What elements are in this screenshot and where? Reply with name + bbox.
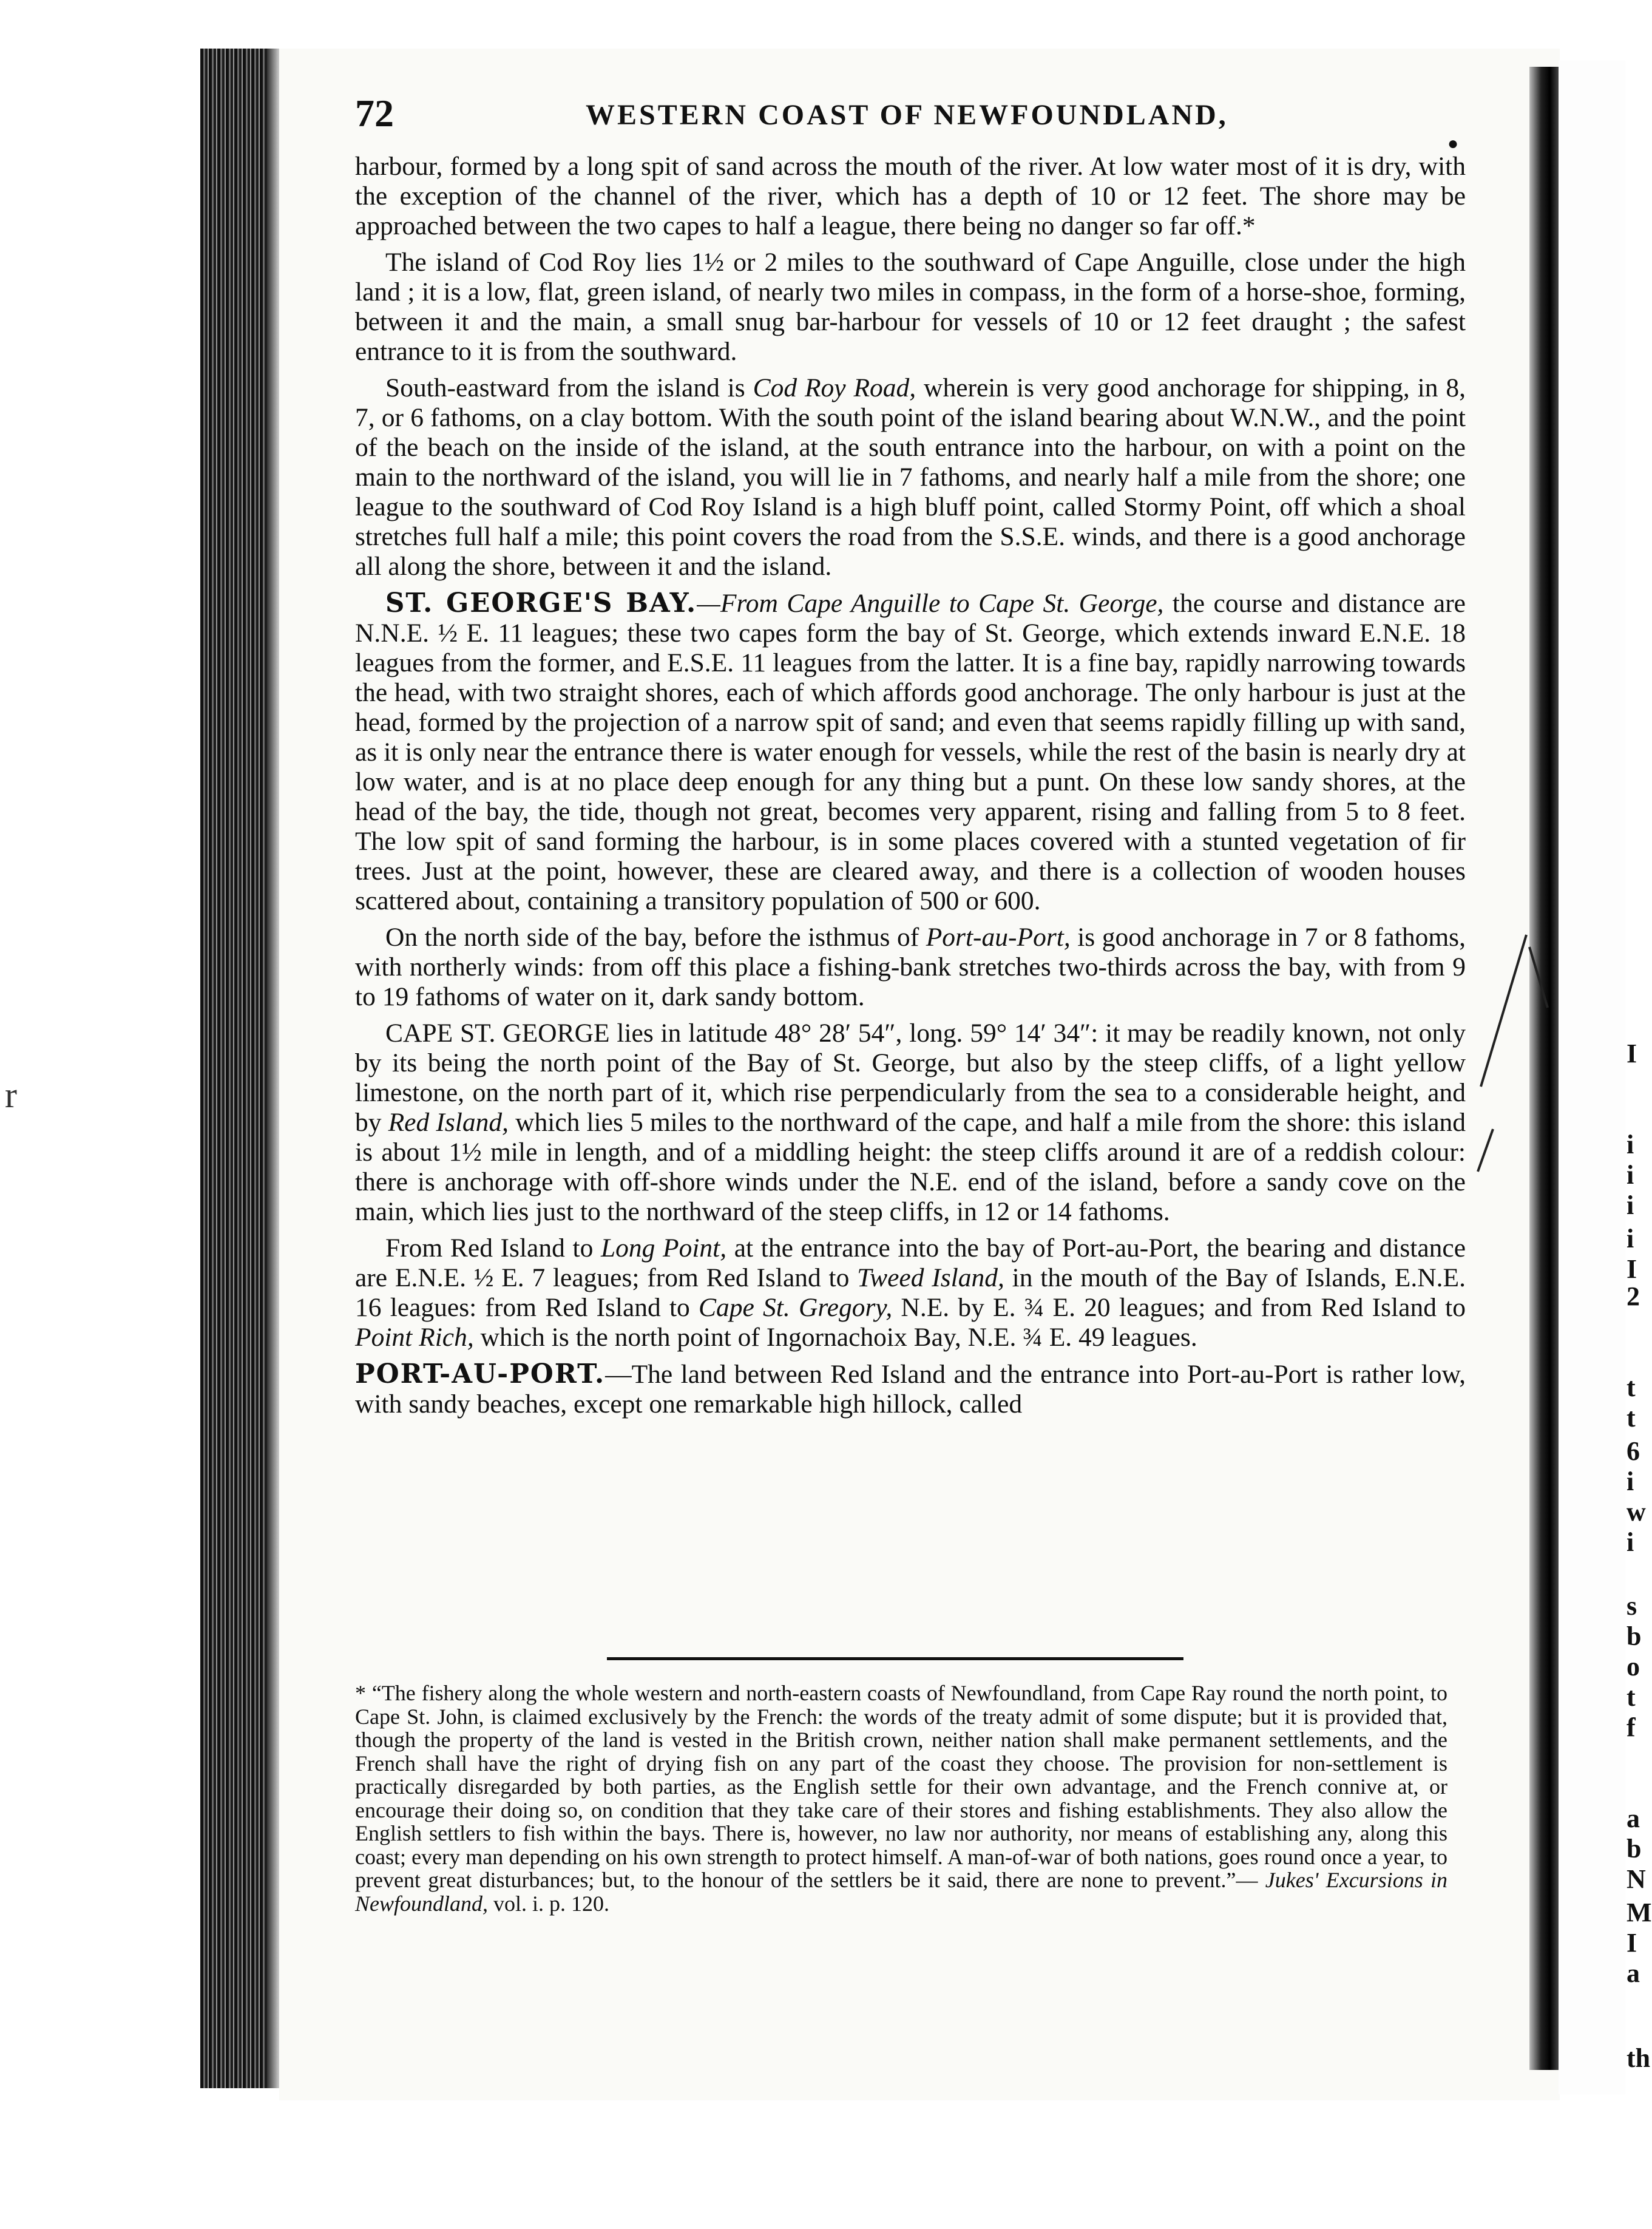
facing-fragment: a: [1627, 1803, 1640, 1833]
page-header: [355, 91, 1466, 154]
facing-fragment: I: [1627, 1254, 1637, 1284]
place-name: Tweed Island,: [857, 1263, 1004, 1292]
facing-fragment: i: [1627, 1224, 1634, 1254]
facing-fragment: I: [1627, 1928, 1637, 1958]
binding-shadow: [267, 49, 279, 2088]
facing-fragment: 6: [1627, 1436, 1640, 1466]
paragraph-cod-roy-road: [355, 373, 1466, 582]
facing-fragment: i: [1627, 1467, 1634, 1496]
paragraph-cod-roy-island: [355, 248, 1466, 367]
paragraph-text: The island of Cod Roy lies 1½ or 2 miles to the southward of Cape Anguille, close under the high land ; it is a low, flat, green island, of nearly two miles in compass, in the form of a horse-shoe, forming, between it and the main, a small snug bar-harbour for vessels of 10 or 12 feet draught ; the safest entrance to it is from the southward.: [355, 248, 1466, 366]
facing-fragment: i: [1627, 1160, 1634, 1190]
paragraph-cape-st-george: [355, 1019, 1466, 1227]
footnote: [355, 1681, 1447, 1915]
facing-fragment: N: [1627, 1864, 1646, 1894]
paragraph-text: harbour, formed by a long spit of sand across the mouth of the river. At low water most of it is dry, with the exception of the channel of the river, which has a depth of 10 or 12 feet. The shore may be approached between the two capes to half a league, there being no danger so far off.*: [355, 152, 1466, 240]
facing-fragment: th: [1627, 2043, 1651, 2073]
paragraph-text: the course and distance are N.N.E. ½ E. 11 leagues; these two capes form the bay of St. George, which extends inward E.N.E. 18 leagues from the former, and E.S.E. 11 leagues from the latter. It is a fine bay, rapidly narrowing towards the head, with two straight shores, each of which affords good anchorage. The only harbour is just at the head, formed by the projection of a narrow spit of sand; and even that seems rapidly filling up with sand, as it is only near the entrance there is water enough for vessels, while the rest of the basin is nearly dry at low water, and is at no place deep enough for any thing but a punt. On these low sandy shores, at the head of the bay, the tide, though not great, becomes very apparent, rising and falling from 5 to 8 feet. The low spit of sand forming the harbour, is in some places covered with a stunted vegetation of fir trees. Just at the point, however, these are cleared away, and there is a collection of wooden houses scattered about, containing a transitory population of 500 or 600.: [355, 589, 1466, 915]
paragraph-text: —The land between Red Island and the entrance into Port-au-Port is rather low, with sandy beaches, except one remarkable high hillock, called: [355, 1360, 1466, 1419]
paragraph-text: CAPE ST. GEORGE lies in latitude 48° 28′ 54″, long. 59° 14′ 34″: it may be readily known, not only by its being the north point of the Bay of St. George, but also by the steep cliffs, of a light yellow limestone, on the north part of it, which rise perpendicularly from the sea to a considerable height, and by: [355, 1019, 1466, 1137]
place-name: Point Rich,: [355, 1323, 474, 1352]
stray-dot: ●: [1447, 134, 1459, 154]
place-name: Long Point,: [600, 1233, 727, 1263]
facing-fragment: 2: [1627, 1281, 1640, 1311]
facing-fragment: w: [1627, 1497, 1646, 1527]
pencil-mark-lines: [1457, 935, 1548, 1208]
running-title: WESTERN COAST OF NEWFOUNDLAND,: [586, 99, 1228, 131]
book-binding-edge: [200, 49, 267, 2088]
section-heading: ST. GEORGE'S BAY.: [385, 588, 697, 619]
facing-fragment: t: [1627, 1682, 1636, 1712]
facing-fragment: i: [1627, 1130, 1634, 1159]
paragraph-text: in the mouth of the Bay of Islands, E.N.E. 16 leagues: from Red Island to: [355, 1263, 1466, 1322]
facing-fragment: b: [1627, 1834, 1642, 1864]
paragraph-harbour: [355, 152, 1466, 241]
left-margin-mark: r: [5, 1075, 17, 1115]
paragraph-text: From Red Island to: [385, 1233, 601, 1263]
place-name: Red Island,: [388, 1108, 509, 1137]
footnote-citation: Jukes' Excursions in Newfoundland,: [355, 1868, 1448, 1916]
place-name: Port-au-Port,: [926, 923, 1071, 952]
paragraph-text: South-eastward from the island is: [385, 373, 753, 402]
paragraph-text: On the north side of the bay, before the isthmus of: [385, 923, 926, 952]
facing-fragment: i: [1627, 1527, 1634, 1557]
facing-fragment: b: [1627, 1621, 1642, 1651]
place-name: Cape St. Gregory,: [699, 1293, 893, 1322]
facing-fragment: I: [1627, 1039, 1637, 1068]
paragraph-st-georges-bay: [355, 588, 1466, 916]
paragraph-text: at the entrance into the bay of Port-au-Port, the bearing and distance are E.N.E. ½ E. 7 leagues; from Red Island to: [355, 1233, 1466, 1292]
facing-fragment: s: [1627, 1591, 1637, 1621]
page-number: 72: [355, 92, 394, 135]
facing-fragment: a: [1627, 1958, 1640, 1988]
facing-fragment: M: [1627, 1898, 1652, 1927]
section-heading: PORT-AU-PORT.: [355, 1359, 606, 1389]
footnote-citation-rest: vol. i. p. 120.: [488, 1891, 610, 1916]
paragraph-text: is good anchorage in 7 or 8 fathoms, with northerly winds: from off this place a fishing-bank stretches two-thirds across the bay, with from 9 to 19 fathoms of water on it, dark sandy bottom.: [355, 923, 1466, 1011]
paragraph-text: which lies 5 miles to the northward of the cape, and half a mile from the shore: this island is about 1½ mile in length, and of a middling height: the steep cliffs around it are of a reddish colour: there is anchorage with off-shore winds under the N.E. end of the island, before a sandy cove on the main, which lies just to the northward of the steep cliffs, in 12 or 14 fathoms.: [355, 1108, 1466, 1226]
paragraph-port-au-port: [355, 1359, 1466, 1419]
route-italic: —From Cape Anguille to Cape St. George,: [697, 589, 1164, 618]
paragraph-text: which is the north point of Ingornachoix Bay, N.E. ¾ E. 49 leagues.: [473, 1323, 1197, 1352]
facing-fragment: i: [1627, 1190, 1634, 1220]
paragraph-north-side: [355, 923, 1466, 1012]
footnote-text: * “The fishery along the whole western and north-eastern coasts of Newfoundland, from Cape Ray round the north point, to Cape St. John, is claimed exclusively by the French: the words of the treaty admit of some dispute; but it is provided that, though the property of the land is vested in the British crown, neither nation shall make permanent settlements, and the French shall have the right of drying fish on any part of the coast they choose. The provision for non-settlement is practically disregarded by both parties, as the English settle for their own advantage, and the French connive at, or encourage their doing so, on condition that they take care of their stores and fishing establishments. They also allow the English settlers to fish within the bays. There is, however, no law nor authority, nor means of establishing any, along this coast; every man depending on his own strength to protect himself. A man-of-war of both nations, goes round once a year, to prevent great disturbances; but, to the honour of the settlers be it said, there are none to prevent.”—: [355, 1681, 1447, 1892]
facing-page: [1559, 61, 1652, 2094]
footnote-rule: [607, 1657, 1183, 1660]
paragraph-text: N.E. by E. ¾ E. 20 leagues; and from Red Island to: [892, 1293, 1466, 1322]
facing-fragment: t: [1627, 1403, 1636, 1433]
facing-fragment: t: [1627, 1372, 1636, 1402]
place-name: Cod Roy Road,: [753, 373, 916, 402]
facing-fragment: o: [1627, 1652, 1640, 1681]
paragraph-text: wherein is very good anchorage for shipping, in 8, 7, or 6 fathoms, on a clay bottom. With the south point of the island bearing about W.N.W., and the point of the beach on the inside of the island, at the south entrance into the harbour, on with a point on the main to the northward of the island, you will lie in 7 fathoms, and nearly half a mile from the shore; one league to the southward of Cod Roy Island is a high bluff point, called Stormy Point, off which a shoal stretches full half a mile; this point covers the road from the S.S.E. winds, and there is a good anchorage all along the shore, between it and the island.: [355, 373, 1466, 581]
body-text: [355, 152, 1466, 1426]
paragraph-red-island: [355, 1233, 1466, 1352]
facing-fragment: f: [1627, 1712, 1636, 1742]
